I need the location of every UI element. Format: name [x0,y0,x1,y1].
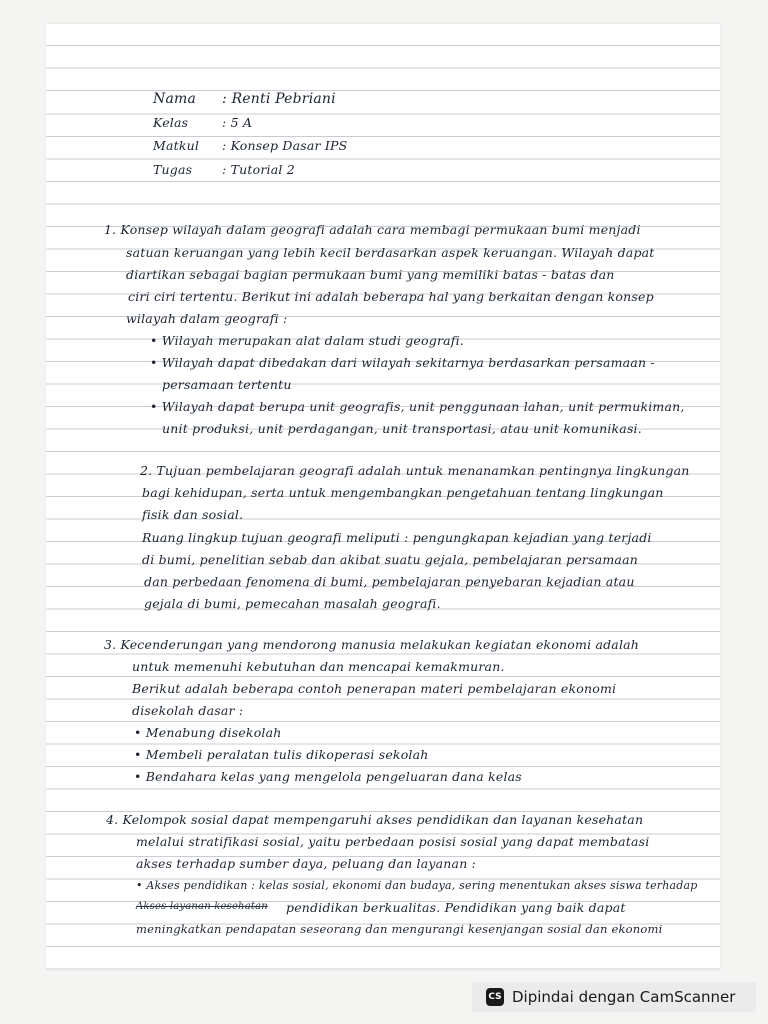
answer-line: bagi kehidupan, serta untuk mengembangkan pengetahuan tentang lingkungan [142,485,664,500]
answer-line: melalui stratifikasi sosial, yaitu perbedaan posisi sosial yang dapat membatasi [136,834,650,849]
class-label: Kelas [153,115,189,130]
answer-line: disekolah dasar : [132,703,244,718]
answer-line: akses terhadap sumber daya, peluang dan layanan : [136,856,477,871]
course-label: Matkul [153,138,200,153]
answer-line: 1. Konsep wilayah dalam geografi adalah cara membagi permukaan bumi menjadi [104,222,641,237]
answer-line: unit produksi, unit perdagangan, unit transportasi, atau unit komunikasi. [162,421,642,436]
answer-line: • Menabung disekolah [134,725,282,740]
answer-line: Ruang lingkup tujuan geografi meliputi : pengungkapan kejadian yang terjadi [142,530,652,545]
watermark-text: Dipindai dengan CamScanner [512,988,736,1006]
camscanner-watermark [472,982,756,1012]
answer-line: fisik dan sosial. [142,507,244,522]
answer-line: di bumi, penelitian sebab dan akibat suatu gejala, pembelajaran persamaan [142,552,638,567]
camscanner-logo-icon: CS [486,988,504,1006]
answer-line: pendidikan berkualitas. Pendidikan yang baik dapat [286,900,626,915]
answer-line: • Wilayah dapat berupa unit geografis, unit penggunaan lahan, unit permukiman, [150,399,685,414]
answer-line: persamaan tertentu [162,377,292,392]
answer-line: satuan keruangan yang lebih kecil berdasarkan aspek keruangan. Wilayah dapat [126,245,655,260]
class-value: : 5 A [222,115,253,130]
answer-line: wilayah dalam geografi : [126,311,288,326]
answer-line: • Bendahara kelas yang mengelola pengeluaran dana kelas [134,769,522,784]
task-label: Tugas [153,162,193,177]
answer-line: dan perbedaan fenomena di bumi, pembelajaran penyebaran kejadian atau [144,574,635,589]
answer-line: 2. Tujuan pembelajaran geografi adalah untuk menanamkan pentingnya lingkungan [140,463,690,478]
name-value: : Renti Pebriani [222,91,336,107]
answer-line: diartikan sebagai bagian permukaan bumi yang memiliki batas - batas dan [126,267,615,282]
answer-line: Berikut adalah beberapa contoh penerapan materi pembelajaran ekonomi [132,681,617,696]
notebook-page [46,24,720,970]
task-value: : Tutorial 2 [222,162,295,177]
answer-line: • Wilayah dapat dibedakan dari wilayah sekitarnya berdasarkan persamaan - [150,355,655,370]
answer-line: • Membeli peralatan tulis dikoperasi sekolah [134,747,429,762]
answer-line: 3. Kecenderungan yang mendorong manusia melakukan kegiatan ekonomi adalah [104,637,640,652]
answer-line: 4. Kelompok sosial dapat mempengaruhi akses pendidikan dan layanan kesehatan [106,812,644,827]
answer-line: gejala di bumi, pemecahan masalah geografi. [144,596,441,611]
answer-line: untuk memenuhi kebutuhan dan mencapai kemakmuran. [132,659,505,674]
answer-line: • Wilayah merupakan alat dalam studi geografi. [150,333,464,348]
crossed-out-text: Akses layanan kesehatan [136,901,268,912]
answer-line: meningkatkan pendapatan seseorang dan mengurangi kesenjangan sosial dan ekonomi [136,922,663,936]
course-value: : Konsep Dasar IPS [222,138,348,153]
answer-line: ciri ciri tertentu. Berikut ini adalah beberapa hal yang berkaitan dengan konsep [128,289,654,304]
name-label: Nama [153,91,197,107]
answer-line: • Akses pendidikan : kelas sosial, ekonomi dan budaya, sering menentukan akses siswa terhadap [136,879,698,892]
